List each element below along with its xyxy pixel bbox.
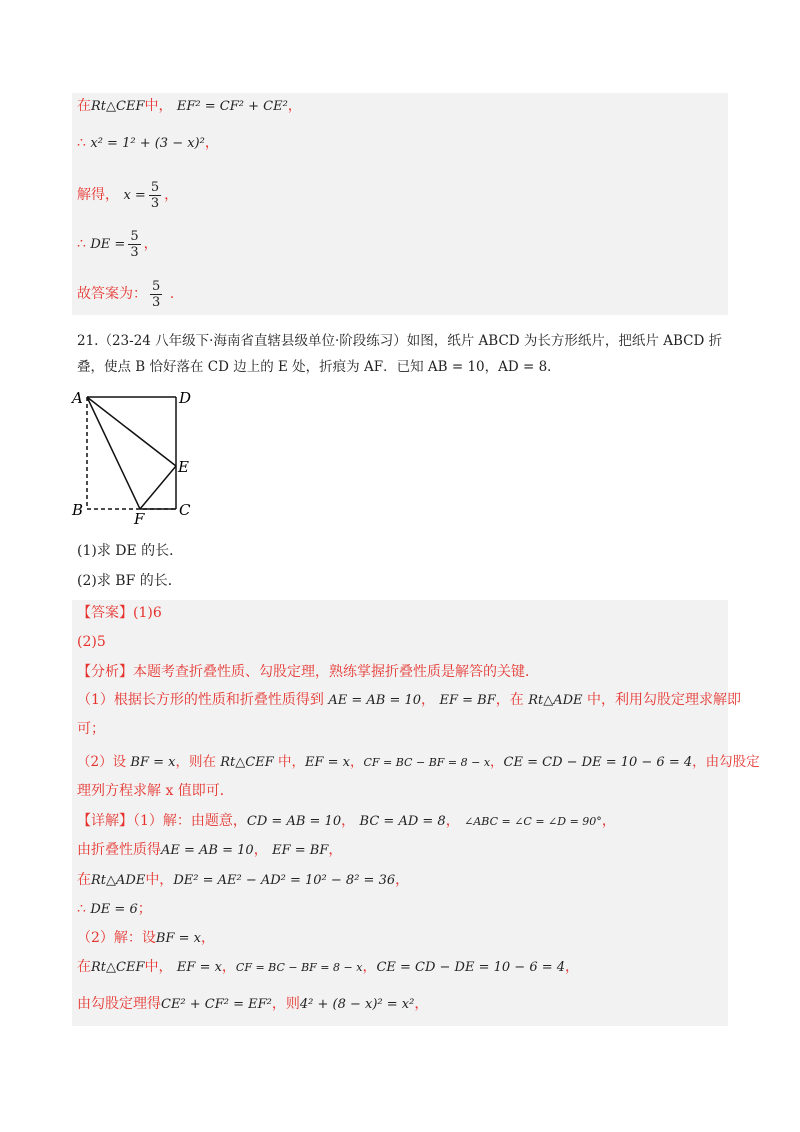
- text: ，: [414, 996, 429, 1012]
- triangle-label: Rt△ADE: [528, 693, 583, 708]
- equation: ∠ABC = ∠C = ∠D = 90°: [464, 815, 602, 828]
- answer-text: (2)5: [77, 634, 106, 650]
- problem-text: 叠，使点 B 恰好落在 CD 边上的 E 处，折痕为 AF．已知 AB = 10，AD = 8．: [77, 359, 561, 375]
- text: ，由勾股定: [692, 754, 760, 770]
- text: ，: [164, 187, 179, 203]
- detail-tag: 【详解】: [77, 813, 133, 829]
- text: ，: [490, 754, 504, 770]
- detail-line-4: [77, 899, 152, 920]
- text: ，: [350, 754, 364, 770]
- text: 可；: [77, 721, 105, 737]
- equation: EF = BF: [272, 843, 329, 858]
- numerator: 5: [150, 179, 160, 195]
- text: ，: [287, 98, 302, 114]
- equation: CE = CD − DE = 10 − 6 = 4: [376, 960, 566, 975]
- label-A: A: [72, 389, 83, 407]
- equation: EF² = CF² + CE²: [176, 99, 288, 114]
- analysis-step-1: [77, 690, 741, 711]
- answer-line-1: [77, 603, 162, 623]
- equation: CF = BC − BF = 8 − x: [235, 961, 363, 974]
- question-text: (2)求 BF 的长．: [77, 573, 182, 589]
- analysis-text: 本题考查折叠性质、勾股定理，熟练掌握折叠性质是解答的关键．: [133, 664, 539, 680]
- problem-text: 21.（23-24 八年级下·海南省直辖县级单位·阶段练习）如图，纸片 ABCD 为长方形纸片，把纸片 ABCD 折: [77, 333, 723, 349]
- text: ，在: [495, 692, 524, 708]
- equation: BF = x: [155, 931, 201, 946]
- analysis-step-2: [77, 752, 760, 773]
- equation: DE² = AE² − AD² = 10² − 8² = 36: [173, 873, 396, 888]
- text: ，: [200, 930, 215, 946]
- equation: AE = AB = 10: [161, 843, 254, 858]
- text: 在: [77, 872, 91, 888]
- fraction: [128, 229, 140, 260]
- text: ，: [221, 959, 236, 975]
- analysis-line: [77, 662, 539, 682]
- denominator: 3: [150, 195, 160, 211]
- equation: BC = AD = 8: [359, 814, 446, 829]
- text: （1）解：由题意，: [133, 813, 247, 829]
- triangle-label: Rt△CEF: [91, 960, 145, 975]
- text: 中，: [144, 98, 173, 114]
- question-1: [77, 541, 183, 561]
- denominator: 3: [152, 294, 161, 310]
- label-D: D: [179, 389, 192, 407]
- edge-AE: [87, 397, 176, 466]
- equation: x² = 1² + (3 − x)²: [90, 136, 205, 151]
- label-B: B: [72, 501, 84, 519]
- text: 由勾股定理得: [77, 996, 161, 1012]
- text: .: [169, 286, 175, 302]
- equation: BF = x: [130, 755, 176, 770]
- edge-EF: [140, 466, 176, 509]
- detail-line-6: [77, 957, 579, 978]
- analysis-step-1-cont: [77, 719, 105, 739]
- prev-line-4: [77, 227, 158, 262]
- text: ，: [601, 813, 616, 829]
- text: 中，: [144, 959, 173, 975]
- prev-line-1: [77, 96, 302, 117]
- therefore-symbol: ∴: [77, 901, 86, 917]
- text: 中，: [278, 754, 306, 770]
- text: ，: [204, 135, 219, 151]
- text: ，: [253, 842, 268, 858]
- detail-line-2: [77, 840, 342, 861]
- equation: CE = CD − DE = 10 − 6 = 4: [503, 755, 693, 770]
- answer-text: 【答案】(1)6: [77, 605, 162, 621]
- equation: AE = AB = 10: [328, 693, 422, 708]
- fraction: [149, 180, 161, 211]
- numerator: 5: [152, 278, 161, 294]
- text: 中，利用勾股定理求解即: [586, 692, 741, 708]
- text: 中，: [145, 872, 174, 888]
- equation: EF = x: [176, 960, 222, 975]
- text: 在: [77, 98, 91, 114]
- text: ，: [565, 959, 580, 975]
- triangle-label: Rt△CEF: [91, 99, 145, 114]
- text: ；: [137, 901, 152, 917]
- detail-line-1: [77, 811, 616, 832]
- problem-line-2: [77, 357, 561, 377]
- question-2: [77, 571, 182, 591]
- text: （2）解：设: [77, 930, 156, 946]
- equation: CD = AB = 10: [246, 814, 342, 829]
- problem-line-1: [77, 331, 722, 351]
- geometry-figure: [70, 385, 210, 525]
- variable: DE =: [90, 237, 126, 252]
- analysis-tag: 【分析】: [77, 664, 133, 680]
- equation: EF = BF: [439, 693, 496, 708]
- text: 在: [77, 959, 91, 975]
- question-text: (1)求 DE 的长．: [77, 543, 184, 559]
- equation: EF = x: [305, 755, 351, 770]
- answer-line-2: [77, 632, 106, 652]
- text: （2）设: [77, 754, 127, 770]
- label-E: E: [178, 458, 189, 476]
- edge-AF: [87, 397, 140, 509]
- triangle-label: Rt△ADE: [91, 873, 146, 888]
- prev-line-2: [77, 133, 219, 154]
- text: （1）根据长方形的性质和折叠性质得到: [77, 692, 324, 708]
- text: ，: [445, 813, 460, 829]
- variable: x =: [123, 188, 146, 203]
- label-C: C: [179, 501, 191, 519]
- text: 理列方程求解 x 值即可．: [77, 783, 234, 799]
- analysis-step-2-cont: [77, 781, 234, 801]
- text: 解得，: [77, 187, 119, 203]
- text: ，: [328, 842, 343, 858]
- detail-line-7: [77, 994, 428, 1015]
- therefore-symbol: ∴: [77, 135, 86, 151]
- text: ，: [421, 692, 436, 708]
- numerator: 5: [130, 228, 139, 244]
- detail-line-3: [77, 870, 409, 891]
- fraction: [150, 279, 162, 310]
- equation: CF = BC − BF = 8 − x: [363, 756, 491, 769]
- label-F: F: [134, 510, 145, 525]
- text: ，: [143, 236, 158, 252]
- text: ，: [341, 813, 356, 829]
- text: ，: [362, 959, 377, 975]
- text: 由折叠性质得: [77, 842, 161, 858]
- text: ，: [395, 872, 410, 888]
- triangle-label: Rt△CEF: [220, 755, 274, 770]
- prev-line-3: [77, 178, 178, 213]
- therefore-symbol: ∴: [77, 236, 86, 252]
- equation: 4² + (8 − x)² = x²: [299, 997, 415, 1012]
- denominator: 3: [130, 244, 139, 260]
- equation: DE = 6: [90, 902, 138, 917]
- equation: CE² + CF² = EF²: [161, 997, 272, 1012]
- prev-line-5: [77, 277, 174, 311]
- text: ，则: [271, 996, 300, 1012]
- text: 故答案为：: [77, 286, 147, 302]
- text: ，则在: [175, 754, 216, 770]
- detail-line-5: [77, 928, 215, 949]
